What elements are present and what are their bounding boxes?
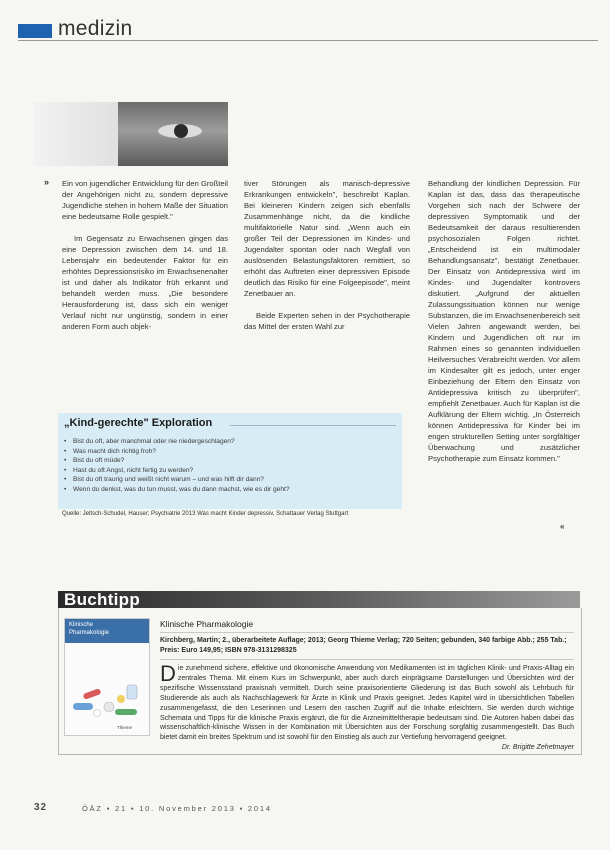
article-photo-eye — [34, 102, 228, 166]
book-cover-title-line-2: Pharmakologie — [69, 630, 110, 636]
footer-issue-info: ÖÄZ ▪ 21 ▪ 10. November 2013 ▪ 2014 — [82, 804, 272, 813]
list-item: • Bist du oft müde? — [64, 457, 125, 464]
article-column-2 — [244, 178, 410, 343]
book-cover — [64, 618, 150, 736]
paragraph: Beide Experten sehen in der Psychotherapie das Mittel der ersten Wahl zur — [244, 311, 410, 331]
list-item: • Wenn du denkst, was du tun musst, was du dann machst, wie es dir geht? — [64, 485, 290, 493]
exploration-title-rule — [230, 425, 396, 426]
paragraph: Ein von jugendlicher Entwicklung für den Großteil der Angehörigen nicht zu, sondern depressive Jugendliche stehen in hohem Maße der Situation eine bedeutsame Rolle gespielt." — [62, 179, 228, 221]
list-item: • Bist du oft, aber manchmal oder nie niedergeschlagen? — [64, 438, 235, 445]
book-cover-publisher: Thieme — [117, 725, 133, 730]
book-title-rule — [160, 632, 574, 633]
book-metadata: Kirchberg, Martin; 2., überarbeitete Auflage; 2013; Georg Thieme Verlag; 720 Seiten; gebunden, 340 farbige Abb.; 255 Tab.; Preis: Euro 149,95; ISBN 978-3131298325 — [160, 637, 567, 654]
book-tip-label: Buchtipp — [64, 590, 141, 609]
continuation-marker: » — [44, 177, 50, 187]
review-author: Dr. Brigitte Zehetmayer — [501, 744, 574, 751]
exploration-box — [58, 413, 402, 509]
page-number: 32 — [34, 802, 48, 813]
list-item: • Was macht dich richtig froh? — [64, 447, 156, 455]
list-item: • Bist du oft traurig und weißt nicht warum – und was hilft dir dann? — [64, 476, 264, 483]
end-of-article-marker: « — [560, 522, 565, 531]
book-title: Klinische Pharmakologie — [160, 619, 254, 629]
list-item: • Hast du oft Angst, nicht fertig zu werden? — [64, 466, 194, 474]
paragraph: Behandlung der kindlichen Depression. Für Kaplan ist das, dass das therapeutische Vorgehen sich nach der Schwere der depressiven Symptomatik und der Bedeutsamkeit der daraus resultierenden psychosozialen Folgen richtet. „Entscheidend ist ein multimodaler Behandlungsansatz", bestätigt Zenetbauer. Der Einsatz von Antidepressiva wird im Kindes- und Jugendalter kontrovers diskutiert. „Aufgrund der aktuellen Zulassungssituation können nur wenige Substanzen, die im Erwachsenenbereich seit Vielen Jahren angewandt werden, bei Kindern und Jugendlichen oft nur im Rahmen eines so genannten individuellen Heilversuches Verabreicht werden. Vor allem im Kindesalter gilt es jedoch, unter enger Einbeziehung der Eltern den Einsatz von Antidepressiva kritisch zu überprüfen", empfiehlt Zenetbauer. Auch für Kaplan ist die Aufklärung der Eltern wichtig. „In Österreich können Antidepressiva für Kinder bei im engen strukturellen Setting unter sorgfältiger Überwachung und zusätzlicher Psychotherapie zum Einsatz kommen." — [428, 179, 580, 463]
paragraph: tiver Störungen als manisch-depressive Erkrankungen entwickeln", beschreibt Kaplan. Bei kleineren Kindern zeigen sich ebenfalls Zusammenhänge nicht, da die kindliche multifaktorielle Natur sind. „Wenn auch ein großer Teil der Depressionen im Kindes- und Jugendalter spontan oder nach Wegfall von auslösenden Belastungsfaktoren remittiert, so erhöht das Auftreten einer depressiven Episode deutlich das Risiko für eine Folgeepisode", meint Zenetbauer an. — [244, 179, 410, 298]
section-title: medizin — [58, 17, 133, 40]
review-body: ie zunehmend sichere, effektive und ökonomische Anwendung von Medikamenten ist im täglichen Klinik- und Praxis-Alltag ein zentrales Thema. Mit einem Kurs im Schwerpunkt, aber auch durch einprägsame Darstellungen und Übersichten wird der spezifische Wissensstand praxisnah vermittelt. Durch seine praxisorientierte Gliederung ist das Buch sowohl als Lehrbuch für Studierende als auch als Nachschlagewerk für Ärzte in Klinik und Praxis geeignet. Jedes Kapitel wird in übersichtlichen Tabellen zusammengefasst, die den Leserinnen und Lesern den raschen Zugriff auf die Inhalte erleichtern. Sie werden durch wichtige Schemata und Tipps für die klinische Praxis ergänzt, die für die Arzneimitteltherapie bedeutsam sind. Die Autoren haben dabei das wissenschaftlich-klinische Wissen in der Kombination mit Übersichten aus der Forschung sorgfältig zusammengestellt. Das Buch bietet damit ein breites Spektrum und ist sowohl für den Einstieg als auch zur Vertiefung hervorragend geeignet. — [160, 665, 574, 742]
exploration-source: Quelle: Jeltsch-Schudel, Hauser; Psychiatrie 2013 Was macht Kinder depressiv, Schattauer Verlag Stuttgart — [62, 511, 349, 517]
book-metadata-rule — [160, 659, 574, 660]
article-column-1 — [62, 178, 228, 343]
pills-illustration-icon — [71, 677, 143, 721]
book-review-text — [160, 661, 574, 743]
exploration-title: „Kind-gerechte" Exploration — [64, 417, 213, 429]
article-column-3 — [428, 178, 580, 475]
book-cover-title-line-1: Klinische — [69, 622, 94, 628]
drop-cap: D — [160, 661, 176, 686]
paragraph: Im Gegensatz zu Erwachsenen gingen das eine Depression zwischen dem 14. und 18. Lebensjahr ein bedeutender Faktor für ein erhöhtes Depressionsrisiko im Erwachsenenalter ist und daher als Indikator früh erkannt und behandelt werden muss. „Die besondere Herausforderung ist, dass sich ein weniger Verlauf nicht nur ungünstig, sondern in einer anderen Form auch objek- — [62, 234, 228, 331]
exploration-list — [64, 437, 290, 494]
section-color-bar — [18, 24, 52, 38]
header-rule — [18, 40, 598, 41]
